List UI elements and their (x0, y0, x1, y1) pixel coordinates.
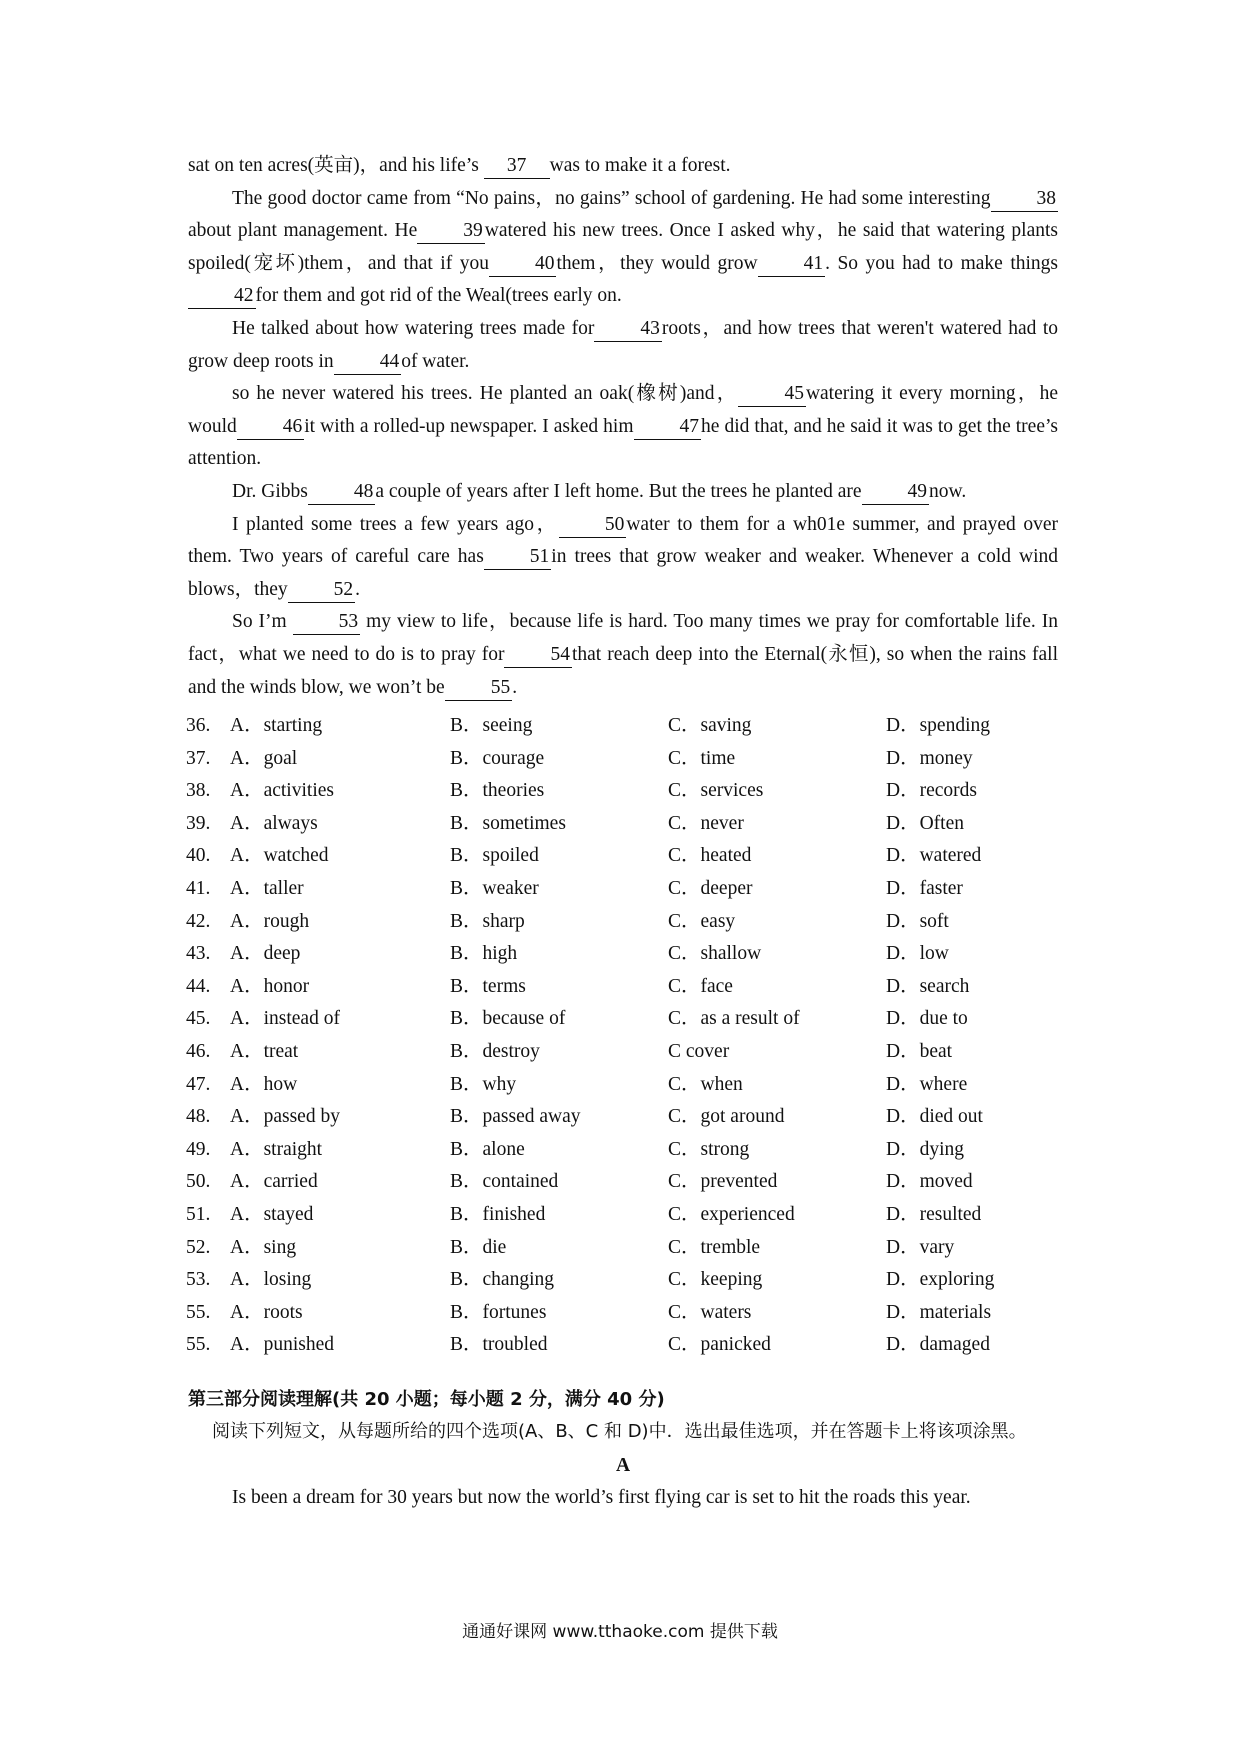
passage-text: for them and got rid of the Weal(trees early on. (255, 285, 622, 307)
option-d: D．vary (886, 1236, 955, 1258)
option-a: A．activities (230, 780, 334, 802)
option-d: D．low (886, 943, 949, 965)
blank-37: 37 (484, 154, 550, 179)
option-c: C．waters (668, 1301, 752, 1323)
option-c: C．keeping (668, 1269, 763, 1291)
section-heading: 第三部分阅读理解(共 20 小题；每小题 2 分，满分 40 分) (188, 1389, 665, 1410)
option-b: B．sharp (450, 910, 525, 932)
passage-text: roots，and how trees that weren't watered had to grow deep roots in (188, 317, 1058, 372)
option-a: A．stayed (230, 1203, 314, 1225)
option-row (186, 710, 1066, 743)
option-b: B．alone (450, 1138, 525, 1160)
option-c: C．heated (668, 845, 752, 867)
option-row (186, 1069, 1066, 1102)
passage-paragraph (188, 150, 1058, 183)
option-d: D．soft (886, 910, 949, 932)
option-c: C．deeper (668, 877, 753, 899)
passage-paragraph (188, 476, 1058, 509)
option-row (186, 906, 1066, 939)
option-a: A．sing (230, 1236, 297, 1258)
option-b: B．why (450, 1073, 517, 1095)
option-c: C．easy (668, 910, 736, 932)
question-number: 43. (186, 943, 211, 965)
blank-46: 46 (237, 415, 305, 440)
passage-text: . So you had to make things (825, 252, 1058, 274)
option-d: D．dying (886, 1138, 965, 1160)
option-c: C．as a result of (668, 1008, 800, 1030)
blank-48: 48 (308, 480, 376, 505)
option-a: A．straight (230, 1138, 323, 1160)
option-c: C．experienced (668, 1203, 795, 1225)
option-row (186, 1297, 1066, 1330)
option-b: B．terms (450, 975, 526, 997)
blank-52: 52 (288, 578, 356, 603)
option-d: D．due to (886, 1008, 968, 1030)
option-row (186, 873, 1066, 906)
question-number: 36. (186, 715, 211, 736)
page-footer: 通通好课网 www.tthaoke.com 提供下载 (462, 1622, 778, 1642)
option-d: D．died out (886, 1106, 983, 1128)
blank-49: 49 (862, 480, 930, 505)
option-d: D．beat (886, 1040, 953, 1062)
option-c: C．saving (668, 715, 752, 736)
passage-text: now. (929, 480, 967, 502)
option-c: C．face (668, 975, 733, 997)
passage-text: a couple of years after I left home. But the trees he planted are (375, 480, 862, 502)
option-d: D．exploring (886, 1269, 995, 1291)
question-number: 49. (186, 1138, 211, 1160)
option-b: B．finished (450, 1203, 546, 1225)
option-a: A．watched (230, 845, 329, 867)
question-number: 37. (186, 747, 211, 769)
answer-options (186, 710, 1066, 1362)
option-a: A．treat (230, 1040, 299, 1062)
blank-38: 38 (991, 187, 1059, 212)
option-b: B．because of (450, 1008, 566, 1030)
option-row (186, 808, 1066, 841)
option-a: A．roots (230, 1301, 303, 1323)
question-number: 50. (186, 1171, 211, 1193)
option-a: A．passed by (230, 1106, 340, 1128)
passage-paragraph (188, 378, 1058, 476)
passage-text: water to them for a wh01e summer, and prayed over them. Two years of careful care has (188, 513, 1058, 568)
passage-text: I planted some trees a few years ago， (232, 513, 559, 535)
passage-text: Dr. Gibbs (232, 480, 308, 502)
option-d: D．money (886, 747, 973, 769)
option-a: A．taller (230, 877, 304, 899)
passage-text: was to make it a forest. (549, 155, 731, 176)
cloze-passage (188, 150, 1058, 704)
blank-54: 54 (504, 643, 572, 668)
passage-text: The good doctor came from “No pains，no gains” school of gardening. He had some interesting (232, 187, 991, 209)
passage-paragraph (188, 606, 1058, 704)
passage-text: my view to life，because life is hard. Too many times we pray for comfortable life. In fact，what we need to do is to pray for (188, 611, 1059, 665)
option-b: B．passed away (450, 1106, 581, 1128)
blank-51: 51 (484, 545, 552, 570)
blank-42: 42 (188, 284, 256, 309)
option-c: C．shallow (668, 943, 762, 965)
option-d: D．watered (886, 845, 982, 867)
blank-50: 50 (559, 513, 627, 538)
passage-text: them，they would grow (556, 252, 758, 274)
question-number: 40. (186, 845, 211, 867)
option-a: A．instead of (230, 1008, 340, 1030)
option-a: A．how (230, 1073, 298, 1095)
option-a: A．deep (230, 943, 301, 965)
option-b: B．courage (450, 747, 545, 769)
option-b: B．sometimes (450, 812, 566, 834)
question-number: 52. (186, 1236, 211, 1258)
option-c: C．got around (668, 1106, 785, 1128)
question-number: 48. (186, 1106, 211, 1128)
question-number: 46. (186, 1040, 211, 1062)
passage-paragraph (188, 313, 1058, 378)
option-b: B．troubled (450, 1334, 548, 1356)
option-row (186, 1134, 1066, 1167)
option-a: A．always (230, 812, 318, 834)
option-d: D．resulted (886, 1203, 982, 1225)
option-row (186, 971, 1066, 1004)
option-d: D．damaged (886, 1334, 990, 1356)
option-b: B．changing (450, 1269, 554, 1291)
passage-text: sat on ten acres(英亩)，and his life’s (188, 155, 484, 176)
option-row (186, 1199, 1066, 1232)
blank-44: 44 (334, 350, 402, 375)
passage-text: about plant management. He (188, 220, 418, 242)
option-row (186, 938, 1066, 971)
option-c: C．prevented (668, 1171, 778, 1193)
passage-text: that reach deep into the Eternal(永恒), so when the rains fall and the winds blow, we won’t be (188, 643, 1058, 698)
option-a: A．punished (230, 1334, 334, 1356)
option-c: C．time (668, 747, 736, 769)
option-b: B．weaker (450, 877, 539, 899)
option-b: B．theories (450, 780, 545, 802)
option-row (186, 1101, 1066, 1134)
option-row (186, 1264, 1066, 1297)
option-a: A．carried (230, 1171, 318, 1193)
question-number: 41. (186, 877, 211, 899)
passage-paragraph (188, 183, 1058, 313)
passage-text: it with a rolled-up newspaper. I asked him (304, 415, 634, 437)
question-number: 42. (186, 910, 211, 932)
reading-paragraph: Is been a dream for 30 years but now the world’s first flying car is set to hit the roads this year. (232, 1487, 971, 1508)
question-number: 53. (186, 1269, 211, 1291)
passage-text: in trees that grow weaker and weaker. Whenever a cold wind blows，they (188, 546, 1058, 600)
question-number: 44. (186, 975, 211, 997)
option-d: D．where (886, 1073, 968, 1095)
option-row (186, 1329, 1066, 1362)
option-a: A．rough (230, 910, 310, 932)
option-b: B．destroy (450, 1040, 540, 1062)
option-c: C．services (668, 780, 764, 802)
option-b: B．die (450, 1236, 507, 1258)
option-row (186, 1166, 1066, 1199)
question-number: 47. (186, 1073, 211, 1095)
passage-letter: A (615, 1455, 631, 1476)
blank-41: 41 (758, 252, 826, 277)
option-row (186, 775, 1066, 808)
section-instruction: 阅读下列短文，从每题所给的四个选项(A、B、C 和 D)中．选出最佳选项，并在答题卡上将该项涂黑。 (212, 1421, 1027, 1442)
passage-text: watered his new trees. Once I asked why，he said that watering plants spoiled(宠坏)them，and that if you (188, 220, 1058, 274)
option-d: D．records (886, 780, 977, 802)
option-c: C．panicked (668, 1334, 771, 1356)
option-a: A．starting (230, 715, 323, 736)
option-c: C．strong (668, 1138, 750, 1160)
option-d: D．faster (886, 877, 963, 899)
passage-text: . (355, 578, 361, 600)
question-number: 45. (186, 1008, 211, 1030)
blank-43: 43 (594, 317, 662, 342)
blank-47: 47 (634, 415, 702, 440)
option-b: B．seeing (450, 715, 533, 736)
passage-text: He talked about how watering trees made for (232, 317, 595, 339)
option-c: C．when (668, 1073, 743, 1095)
blank-53: 53 (293, 610, 361, 635)
option-a: A．honor (230, 975, 310, 997)
option-d: D．moved (886, 1171, 973, 1193)
option-c: C．tremble (668, 1236, 761, 1258)
option-b: B．contained (450, 1171, 559, 1193)
blank-55: 55 (445, 676, 513, 701)
option-d: D．Often (886, 812, 964, 834)
blank-39: 39 (417, 219, 485, 244)
passage-text: he did that, and he said it was to get the tree’s attention. (188, 415, 1058, 470)
question-number: 55. (186, 1301, 211, 1323)
passage-text: watering it every morning，he would (188, 383, 1058, 437)
question-number: 51. (186, 1203, 211, 1225)
option-row (186, 1036, 1066, 1069)
question-number: 39. (186, 812, 211, 834)
option-row (186, 1232, 1066, 1265)
blank-45: 45 (738, 382, 806, 407)
passage-paragraph (188, 509, 1058, 607)
option-row (186, 1003, 1066, 1036)
option-d: D．search (886, 975, 970, 997)
option-b: B．fortunes (450, 1301, 547, 1323)
question-number: 38. (186, 780, 211, 802)
passage-text: So I’m (232, 611, 293, 633)
question-number: 55. (186, 1334, 211, 1356)
option-b: B．high (450, 943, 518, 965)
option-d: D．spending (886, 715, 990, 736)
option-c: C．never (668, 812, 744, 834)
passage-text: so he never watered his trees. He planted an oak(橡树)and， (232, 383, 739, 405)
blank-40: 40 (489, 252, 557, 277)
option-d: D．materials (886, 1301, 992, 1323)
option-c: C cover (668, 1040, 730, 1062)
option-row (186, 840, 1066, 873)
passage-text: of water. (401, 350, 470, 372)
option-a: A．losing (230, 1269, 312, 1291)
option-b: B．spoiled (450, 845, 539, 867)
reading-section (188, 1384, 1058, 1515)
option-a: A．goal (230, 747, 298, 769)
option-row (186, 743, 1066, 776)
passage-text: . (512, 676, 518, 698)
